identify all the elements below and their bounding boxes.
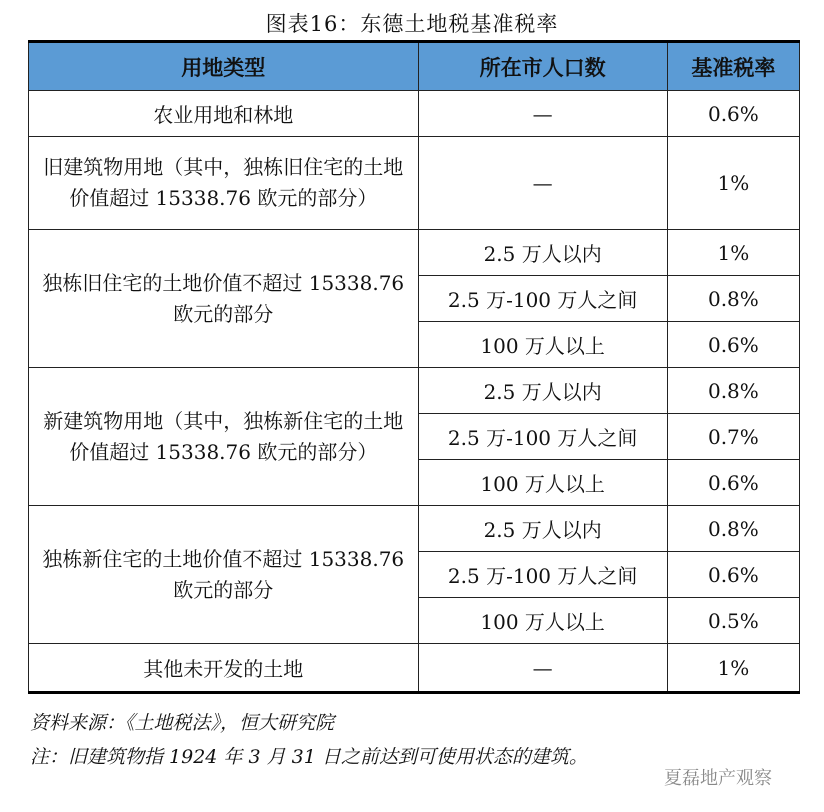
- header-row: [29, 42, 800, 91]
- header-population: 所在市人口数: [418, 42, 667, 91]
- rate-cell: 0.5%: [667, 598, 799, 644]
- population-cell: 2.5 万人以内: [418, 230, 667, 276]
- source-note: 资料来源：《土地税法》，恒大研究院: [30, 712, 335, 734]
- land-type-cell: 独栋旧住宅的土地价值不超过 15338.76 欧元的部分: [29, 230, 419, 368]
- table-row: [29, 137, 800, 230]
- table-row: [29, 91, 800, 137]
- rate-cell: 1%: [667, 230, 799, 276]
- population-cell: 2.5 万-100 万人之间: [418, 276, 667, 322]
- watermark: 夏磊地产观察: [664, 768, 772, 789]
- table-row: [29, 368, 800, 414]
- rate-cell: 0.6%: [667, 322, 799, 368]
- header-base-rate: 基准税率: [667, 42, 799, 91]
- population-cell: 100 万人以上: [418, 322, 667, 368]
- rate-cell: 0.6%: [667, 91, 799, 137]
- population-cell: 100 万人以上: [418, 460, 667, 506]
- land-type-cell: 农业用地和林地: [29, 91, 419, 137]
- rate-cell: 0.8%: [667, 276, 799, 322]
- rate-cell: 0.6%: [667, 460, 799, 506]
- land-type-cell: 旧建筑物用地（其中，独栋旧住宅的土地价值超过 15338.76 欧元的部分）: [29, 137, 419, 230]
- population-cell: —: [418, 91, 667, 137]
- population-cell: —: [418, 137, 667, 230]
- footnote: 注：旧建筑物指 1924 年 3 月 31 日之前达到可使用状态的建筑。: [30, 746, 588, 768]
- rate-cell: 0.8%: [667, 368, 799, 414]
- tax-rate-table: [28, 40, 800, 694]
- table-title: 图表16：东德土地税基准税率: [265, 12, 559, 36]
- table-row: [29, 506, 800, 552]
- rate-cell: 0.6%: [667, 552, 799, 598]
- land-type-cell: 新建筑物用地（其中，独栋新住宅的土地价值超过 15338.76 欧元的部分）: [29, 368, 419, 506]
- header-land-type: 用地类型: [29, 42, 419, 91]
- rate-cell: 0.8%: [667, 506, 799, 552]
- population-cell: 2.5 万-100 万人之间: [418, 414, 667, 460]
- population-cell: 2.5 万人以内: [418, 506, 667, 552]
- rate-cell: 1%: [667, 644, 799, 693]
- land-type-cell: 其他未开发的土地: [29, 644, 419, 693]
- land-type-cell: 独栋新住宅的土地价值不超过 15338.76 欧元的部分: [29, 506, 419, 644]
- rate-cell: 0.7%: [667, 414, 799, 460]
- table-row: [29, 230, 800, 276]
- population-cell: 2.5 万人以内: [418, 368, 667, 414]
- population-cell: 100 万人以上: [418, 598, 667, 644]
- rate-cell: 1%: [667, 137, 799, 230]
- population-cell: 2.5 万-100 万人之间: [418, 552, 667, 598]
- table-row: [29, 644, 800, 693]
- population-cell: —: [418, 644, 667, 693]
